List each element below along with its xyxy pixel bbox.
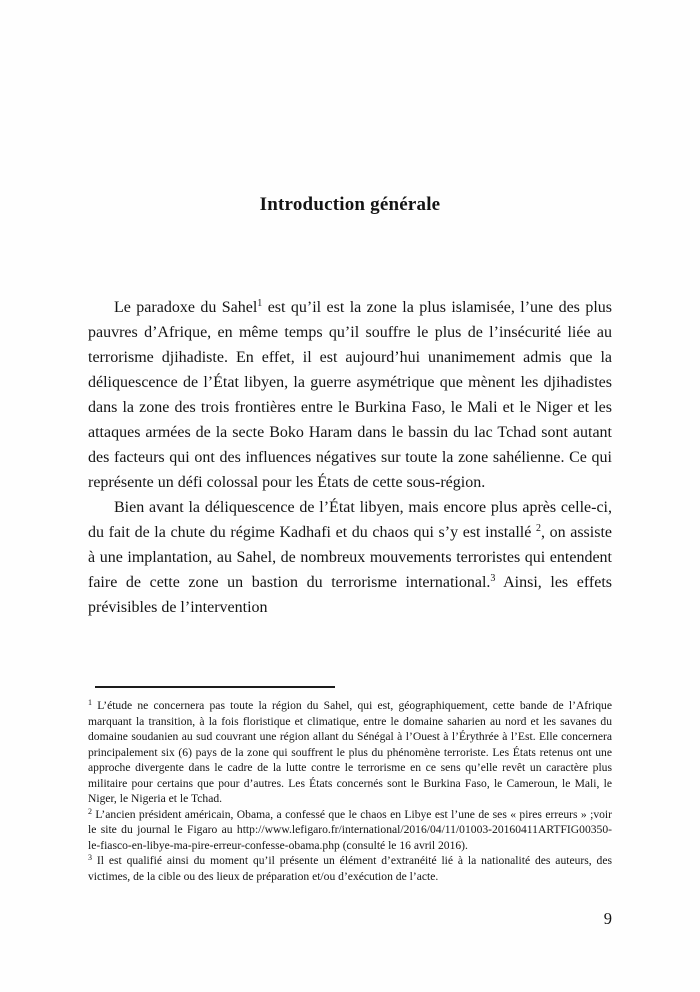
footnote-1	[88, 698, 612, 807]
footnote-1-number: 1	[88, 698, 92, 707]
footnote-2-number: 2	[88, 806, 92, 816]
paragraph-1	[88, 295, 612, 495]
footnote-separator	[95, 686, 335, 688]
footnote-ref-2: 2	[535, 523, 541, 534]
body-text	[88, 295, 612, 620]
paragraph-2-text: , on assiste à une implantation, au Sahel, de nombreux mouvements terroristes qui entendent faire de cette zone un bastion du terrorisme international.	[88, 524, 612, 591]
paragraph-1-text: Le paradoxe du Sahel	[114, 299, 258, 316]
footnote-ref-3: 3	[490, 573, 496, 584]
footnote-ref-1: 1	[257, 298, 263, 309]
footnote-2	[88, 807, 612, 854]
paragraph-2	[88, 495, 612, 620]
paragraph-2-text: Bien avant la déliquescence de l’État libyen, mais encore plus après celle-ci, du fait de la chute du régime Kadhafi et du chaos qui s’y est installé	[88, 499, 612, 541]
paragraph-1-text: est qu’il est la zone la plus islamisée, l’une des plus pauvres d’Afrique, en même temps qu’il souffre le plus de l’insécurité liée au terrorisme djihadiste. En effet, il est aujourd’hui unanimement admis que la déliquescence de l’État libyen, la guerre asymétrique que mènent les djihadistes dans la zone des trois frontières entre le Burkina Faso, le Mali et le Niger et les attaques armées de la secte Boko Haram dans le bassin du lac Tchad sont autant des facteurs qui ont des influences négatives sur toute la zone sahélienne. Ce qui représente un défi colossal pour les États de cette sous-région.	[88, 299, 612, 491]
footnote-2-text: L’ancien président américain, Obama, a confessé que le chaos en Libye est l’une de ses « pires erreurs » ;voir le site du journal le Figaro au http://www.lefigaro.fr/international/2016/04/11/01003-20160411ARTFIG00350-le-fiasco-en-libye-ma-pire-erreur-confesse-obama.php (consulté le 16 avril 2016).	[88, 807, 612, 852]
page-title: Introduction générale	[259, 194, 441, 215]
page-number: 9	[603, 909, 612, 928]
footnote-1-text: L’étude ne concernera pas toute la région du Sahel, qui est, géographiquement, cette bande de l’Afrique marquant la transition, à la fois floristique et climatique, entre le domaine saharien au nord et les savanes du domaine soudanien au sud couvrant une région allant du Sénégal à l’Ouest à l’Érythrée à l’Est. Elle concernera principalement six (6) pays de la zone qui souffrent le plus du phénomène terroriste. Les États retenus ont une approche divergente dans le cadre de la lutte contre le terrorisme en ce sens qu’elle revêt un caractère plus militaire pour certains que pour d’autres. Les États concernés sont le Burkina Faso, le Cameroun, le Mali, le Niger, le Nigeria et le Tchad.	[88, 699, 612, 805]
footnote-3	[88, 853, 612, 884]
paragraph-2-text: Ainsi, les effets prévisibles de l’intervention	[88, 574, 612, 616]
footnote-3-text: Il est qualifié ainsi du moment qu’il présente un élément d’extranéité lié à la nationalité des auteurs, des victimes, de la cible ou des lieux de préparation et/ou d’exécution de l’acte.	[88, 854, 612, 883]
footnote-3-number: 3	[88, 853, 92, 862]
footnotes-section	[88, 698, 612, 884]
